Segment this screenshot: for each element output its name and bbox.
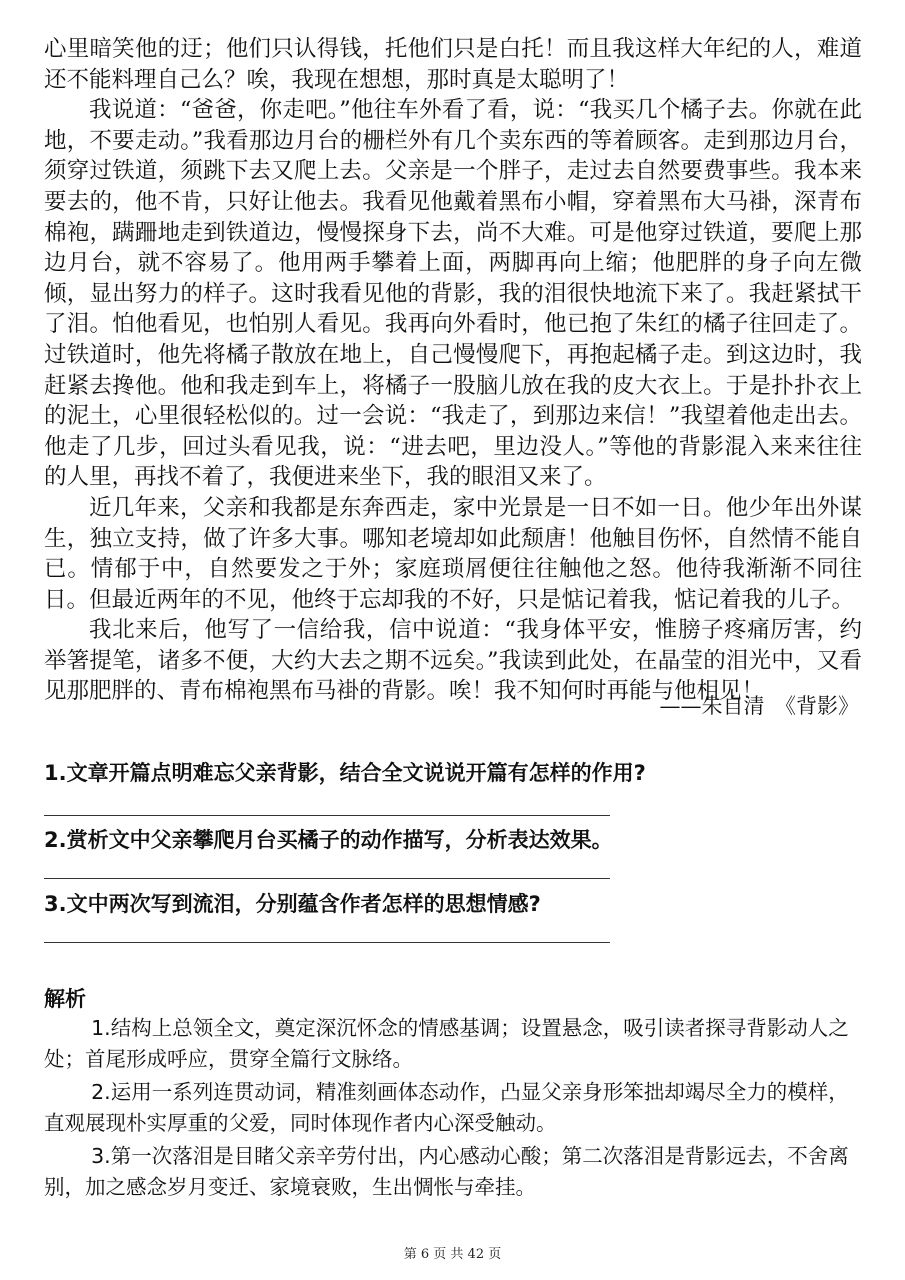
analysis-item-2: 2.运用一系列连贯动词，精准刻画体态动作，凸显父亲身形笨拙却竭尽全力的模样，直观展现朴实厚重的父爱，同时体现作者内心深受触动。	[44, 1080, 849, 1135]
analysis-heading: 解析	[44, 987, 86, 1011]
passage-paragraph-1: 心里暗笑他的迂；他们只认得钱，托他们只是白托！而且我这样大年纪的人，难道还不能料理自己么？唉，我现在想想，那时真是太聪明了！	[44, 36, 862, 93]
answer-line-1	[44, 815, 610, 816]
question-3: 3.文中两次写到流泪，分别蕴含作者怎样的思想情感?	[44, 892, 541, 916]
question-1: 1.文章开篇点明难忘父亲背影，结合全文说说开篇有怎样的作用?	[44, 761, 646, 785]
question-2: 2.赏析文中父亲攀爬月台买橘子的动作描写，分析表达效果。	[44, 828, 613, 852]
passage-source: ——朱自清 《背影》	[659, 694, 859, 718]
reading-passage	[44, 34, 862, 707]
passage-paragraph-4: 我北来后，他写了一信给我，信中说道：“我身体平安，惟膀子疼痛厉害，约举箸提笔，诸多不便，大约大去之期不远矣。”我读到此处，在晶莹的泪光中，又看见那肥胖的、青布棉袍黑布马褂的背影。唉！我不知何时再能与他相见！	[44, 617, 862, 705]
passage-paragraph-3: 近几年来，父亲和我都是东奔西走，家中光景是一日不如一日。他少年出外谋生，独立支持，做了许多大事。哪知老境却如此颓唐！他触目伤怀，自然情不能自已。情郁于中，自然要发之于外；家庭琐屑便往往触他之怒。他待我渐渐不同往日。但最近两年的不见，他终于忘却我的不好，只是惦记着我，惦记着我的儿子。	[44, 494, 862, 613]
page-number-footer: 第 6 页 共 42 页	[403, 1247, 502, 1262]
answer-line-3	[44, 942, 610, 943]
analysis-item-3: 3.第一次落泪是目睹父亲辛劳付出，内心感动心酸；第二次落泪是背影远去，不舍离别，加之感念岁月变迁、家境衰败，生出惆怅与牵挂。	[44, 1144, 849, 1199]
analysis-section	[44, 1013, 862, 1205]
passage-paragraph-2: 我说道：“爸爸，你走吧。”他往车外看了看，说：“我买几个橘子去。你就在此地，不要走动。”我看那边月台的栅栏外有几个卖东西的等着顾客。走到那边月台，须穿过铁道，须跳下去又爬上去。父亲是一个胖子，走过去自然要费事些。我本来要去的，他不肯，只好让他去。我看见他戴着黑布小帽，穿着黑布大马褂，深青布棉袍，蹒跚地走到铁道边，慢慢探身下去，尚不大难。可是他穿过铁道，要爬上那边月台，就不容易了。他用两手攀着上面，两脚再向上缩；他肥胖的身子向左微倾，显出努力的样子。这时我看见他的背影，我的泪很快地流下来了。我赶紧拭干了泪。怕他看见，也怕别人看见。我再向外看时，他已抱了朱红的橘子往回走了。过铁道时，他先将橘子散放在地上，自己慢慢爬下，再抱起橘子走。到这边时，我赶紧去搀他。他和我走到车上，将橘子一股脑儿放在我的皮大衣上。于是扑扑衣上的泥土，心里很轻松似的。过一会说：“我走了，到那边来信！”我望着他走出去。他走了几步，回过头看见我，说：“进去吧，里边没人。”等他的背影混入来来往往的人里，再找不着了，我便进来坐下，我的眼泪又来了。	[44, 97, 862, 491]
answer-line-2	[44, 878, 610, 879]
analysis-item-1: 1.结构上总领全文，奠定深沉怀念的情感基调；设置悬念，吸引读者探寻背影动人之处；首尾形成呼应，贯穿全篇行文脉络。	[44, 1016, 849, 1071]
